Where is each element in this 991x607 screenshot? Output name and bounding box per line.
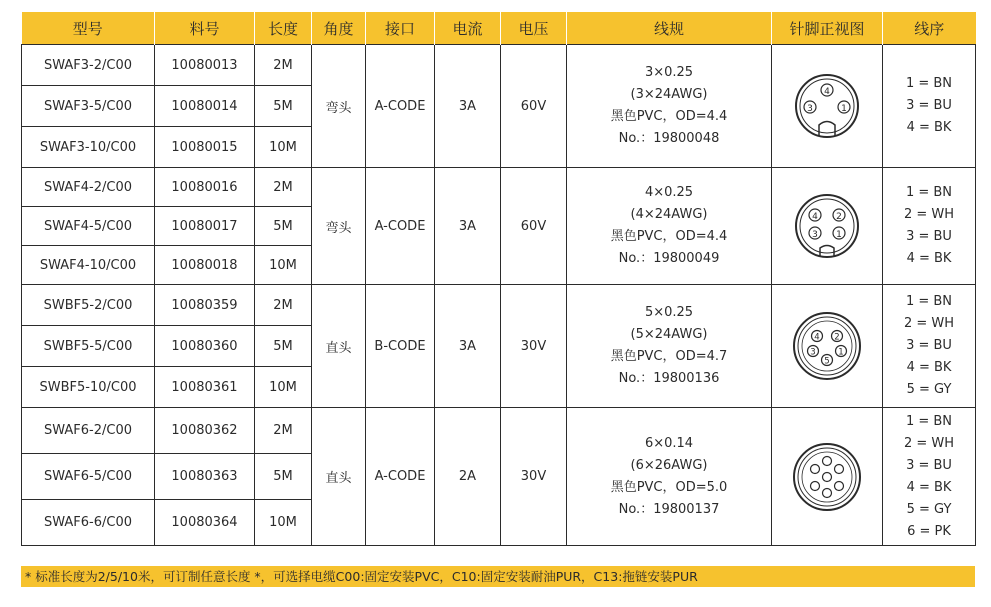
header-part-number: 料号 [155, 12, 255, 45]
wire-spec-line: (3×24AWG) [630, 87, 708, 102]
part-cell: 10080361 [155, 367, 255, 408]
sequence-line: 5 = GY [906, 382, 952, 397]
model-cell: SWAF3-10/C00 [22, 127, 155, 168]
part-cell: 10080014 [155, 86, 255, 127]
table-row [22, 168, 976, 207]
pin-label: 5 [824, 356, 830, 367]
pin-label: 4 [824, 87, 830, 97]
header-angle: 角度 [312, 12, 366, 45]
spec-table [21, 12, 976, 546]
current-cell: 3A [435, 45, 501, 168]
header-interface: 接口 [366, 12, 435, 45]
current-cell: 3A [435, 168, 501, 285]
footer-note: * 标准长度为2/5/10米，可订制任意长度 *，可选择电缆C00:固定安装PVC，C10:固定安装耐油PUR，C13:拖链安装PUR [21, 566, 975, 587]
wire-spec-line: 黑色PVC，OD=5.0 [610, 479, 728, 495]
table-row [22, 408, 976, 454]
pin-label: 1 [841, 104, 847, 114]
angle-cell: 直头 [312, 408, 366, 546]
model-cell: SWBF5-5/C00 [22, 326, 155, 367]
model-cell: SWAF4-5/C00 [22, 207, 155, 246]
angle-cell: 弯头 [312, 45, 366, 168]
length-cell: 5M [255, 86, 312, 127]
header-wire-gauge: 线规 [567, 12, 772, 45]
wire-sequence-cell [883, 285, 976, 408]
length-cell: 5M [255, 454, 312, 500]
wire-spec-line: 4×0.25 [644, 185, 694, 200]
sequence-line: 3 = BU [906, 98, 952, 113]
part-cell: 10080017 [155, 207, 255, 246]
wire-spec-line: 5×0.25 [644, 305, 694, 320]
wire-spec-cell [567, 168, 772, 285]
pin-label: 1 [838, 347, 844, 358]
sequence-line: 1 = BN [905, 413, 953, 429]
part-cell: 10080018 [155, 246, 255, 285]
part-cell: 10080016 [155, 168, 255, 207]
voltage-cell: 60V [501, 168, 567, 285]
pin-label: 3 [807, 104, 813, 114]
pin-view-cell [772, 45, 883, 168]
header-wire-sequence: 线序 [883, 12, 976, 45]
connector-3pin-icon [792, 71, 862, 141]
part-cell: 10080013 [155, 45, 255, 86]
interface-cell: B-CODE [366, 285, 435, 408]
length-cell: 10M [255, 500, 312, 546]
header-current: 电流 [435, 12, 501, 45]
interface-cell: A-CODE [366, 45, 435, 168]
part-cell: 10080360 [155, 326, 255, 367]
wire-spec-line: 黑色PVC，OD=4.4 [610, 109, 728, 124]
pin-label: 2 [836, 212, 842, 222]
part-cell: 10080015 [155, 127, 255, 168]
sequence-line: 1 = BN [905, 76, 953, 91]
model-cell: SWBF5-10/C00 [22, 367, 155, 408]
sequence-line: 2 = WH [903, 435, 955, 451]
connector-6pin-icon [791, 441, 863, 513]
part-cell: 10080359 [155, 285, 255, 326]
length-cell: 10M [255, 246, 312, 285]
interface-cell: A-CODE [366, 168, 435, 285]
model-cell: SWAF6-5/C00 [22, 454, 155, 500]
angle-cell: 弯头 [312, 168, 366, 285]
interface-cell: A-CODE [366, 408, 435, 546]
wire-spec-line: No.：19800049 [618, 251, 720, 266]
connector-5pin-icon [791, 310, 863, 382]
wire-spec-line: 3×0.25 [644, 65, 694, 80]
sequence-line: 4 = BK [906, 479, 952, 495]
wire-spec-line: (4×24AWG) [630, 207, 708, 222]
sequence-line: 1 = BN [905, 185, 953, 200]
sequence-line: 3 = BU [906, 457, 952, 473]
header-length: 长度 [255, 12, 312, 45]
header-voltage: 电压 [501, 12, 567, 45]
wire-spec-line: (5×24AWG) [630, 327, 708, 342]
length-cell: 10M [255, 367, 312, 408]
model-cell: SWAF6-2/C00 [22, 408, 155, 454]
pin-view-cell [772, 285, 883, 408]
current-cell: 2A [435, 408, 501, 546]
model-cell: SWAF4-10/C00 [22, 246, 155, 285]
sequence-line: 1 = BN [905, 294, 953, 309]
sequence-line: 2 = WH [903, 207, 955, 222]
sequence-line: 4 = BK [906, 120, 952, 135]
sequence-line: 3 = BU [906, 338, 952, 353]
angle-cell: 直头 [312, 285, 366, 408]
pin-view-cell [772, 168, 883, 285]
wire-spec-line: 黑色PVC，OD=4.4 [610, 229, 728, 244]
model-cell: SWAF3-2/C00 [22, 45, 155, 86]
length-cell: 5M [255, 207, 312, 246]
wire-spec-line: No.：19800136 [618, 371, 720, 386]
voltage-cell: 30V [501, 408, 567, 546]
part-cell: 10080363 [155, 454, 255, 500]
pin-label: 3 [812, 230, 818, 240]
length-cell: 2M [255, 408, 312, 454]
sequence-line: 6 = PK [907, 523, 951, 539]
header-row [22, 12, 976, 45]
wire-spec-line: (6×26AWG) [630, 457, 708, 473]
model-cell: SWAF4-2/C00 [22, 168, 155, 207]
length-cell: 2M [255, 168, 312, 207]
wire-spec-cell [567, 285, 772, 408]
pin-view-cell [772, 408, 883, 546]
voltage-cell: 60V [501, 45, 567, 168]
sequence-line: 4 = BK [906, 360, 952, 375]
wire-spec-line: No.：19800048 [618, 131, 720, 146]
sequence-line: 2 = WH [903, 316, 955, 331]
sequence-line: 3 = BU [906, 229, 952, 244]
part-cell: 10080362 [155, 408, 255, 454]
part-cell: 10080364 [155, 500, 255, 546]
sequence-line: 4 = BK [906, 251, 952, 266]
model-cell: SWAF6-6/C00 [22, 500, 155, 546]
length-cell: 10M [255, 127, 312, 168]
connector-4pin-icon [792, 191, 862, 261]
voltage-cell: 30V [501, 285, 567, 408]
table-row [22, 285, 976, 326]
wire-spec-line: 6×0.14 [644, 435, 694, 451]
pin-label: 1 [836, 230, 842, 240]
header-model: 型号 [22, 12, 155, 45]
pin-label: 4 [814, 332, 820, 343]
length-cell: 2M [255, 45, 312, 86]
pin-label: 4 [812, 212, 818, 222]
length-cell: 2M [255, 285, 312, 326]
sequence-line: 5 = GY [906, 501, 952, 517]
wire-spec-line: No.：19800137 [618, 501, 720, 517]
length-cell: 5M [255, 326, 312, 367]
table-row [22, 45, 976, 86]
pin-label: 3 [810, 347, 816, 358]
wire-spec-cell [567, 45, 772, 168]
header-pin-view: 针脚正视图 [772, 12, 883, 45]
current-cell: 3A [435, 285, 501, 408]
model-cell: SWBF5-2/C00 [22, 285, 155, 326]
model-cell: SWAF3-5/C00 [22, 86, 155, 127]
pin-label: 2 [834, 332, 840, 343]
wire-spec-cell [567, 408, 772, 546]
wire-spec-line: 黑色PVC，OD=4.7 [610, 349, 728, 364]
wire-sequence-cell [883, 168, 976, 285]
wire-sequence-cell [883, 408, 976, 546]
wire-sequence-cell [883, 45, 976, 168]
